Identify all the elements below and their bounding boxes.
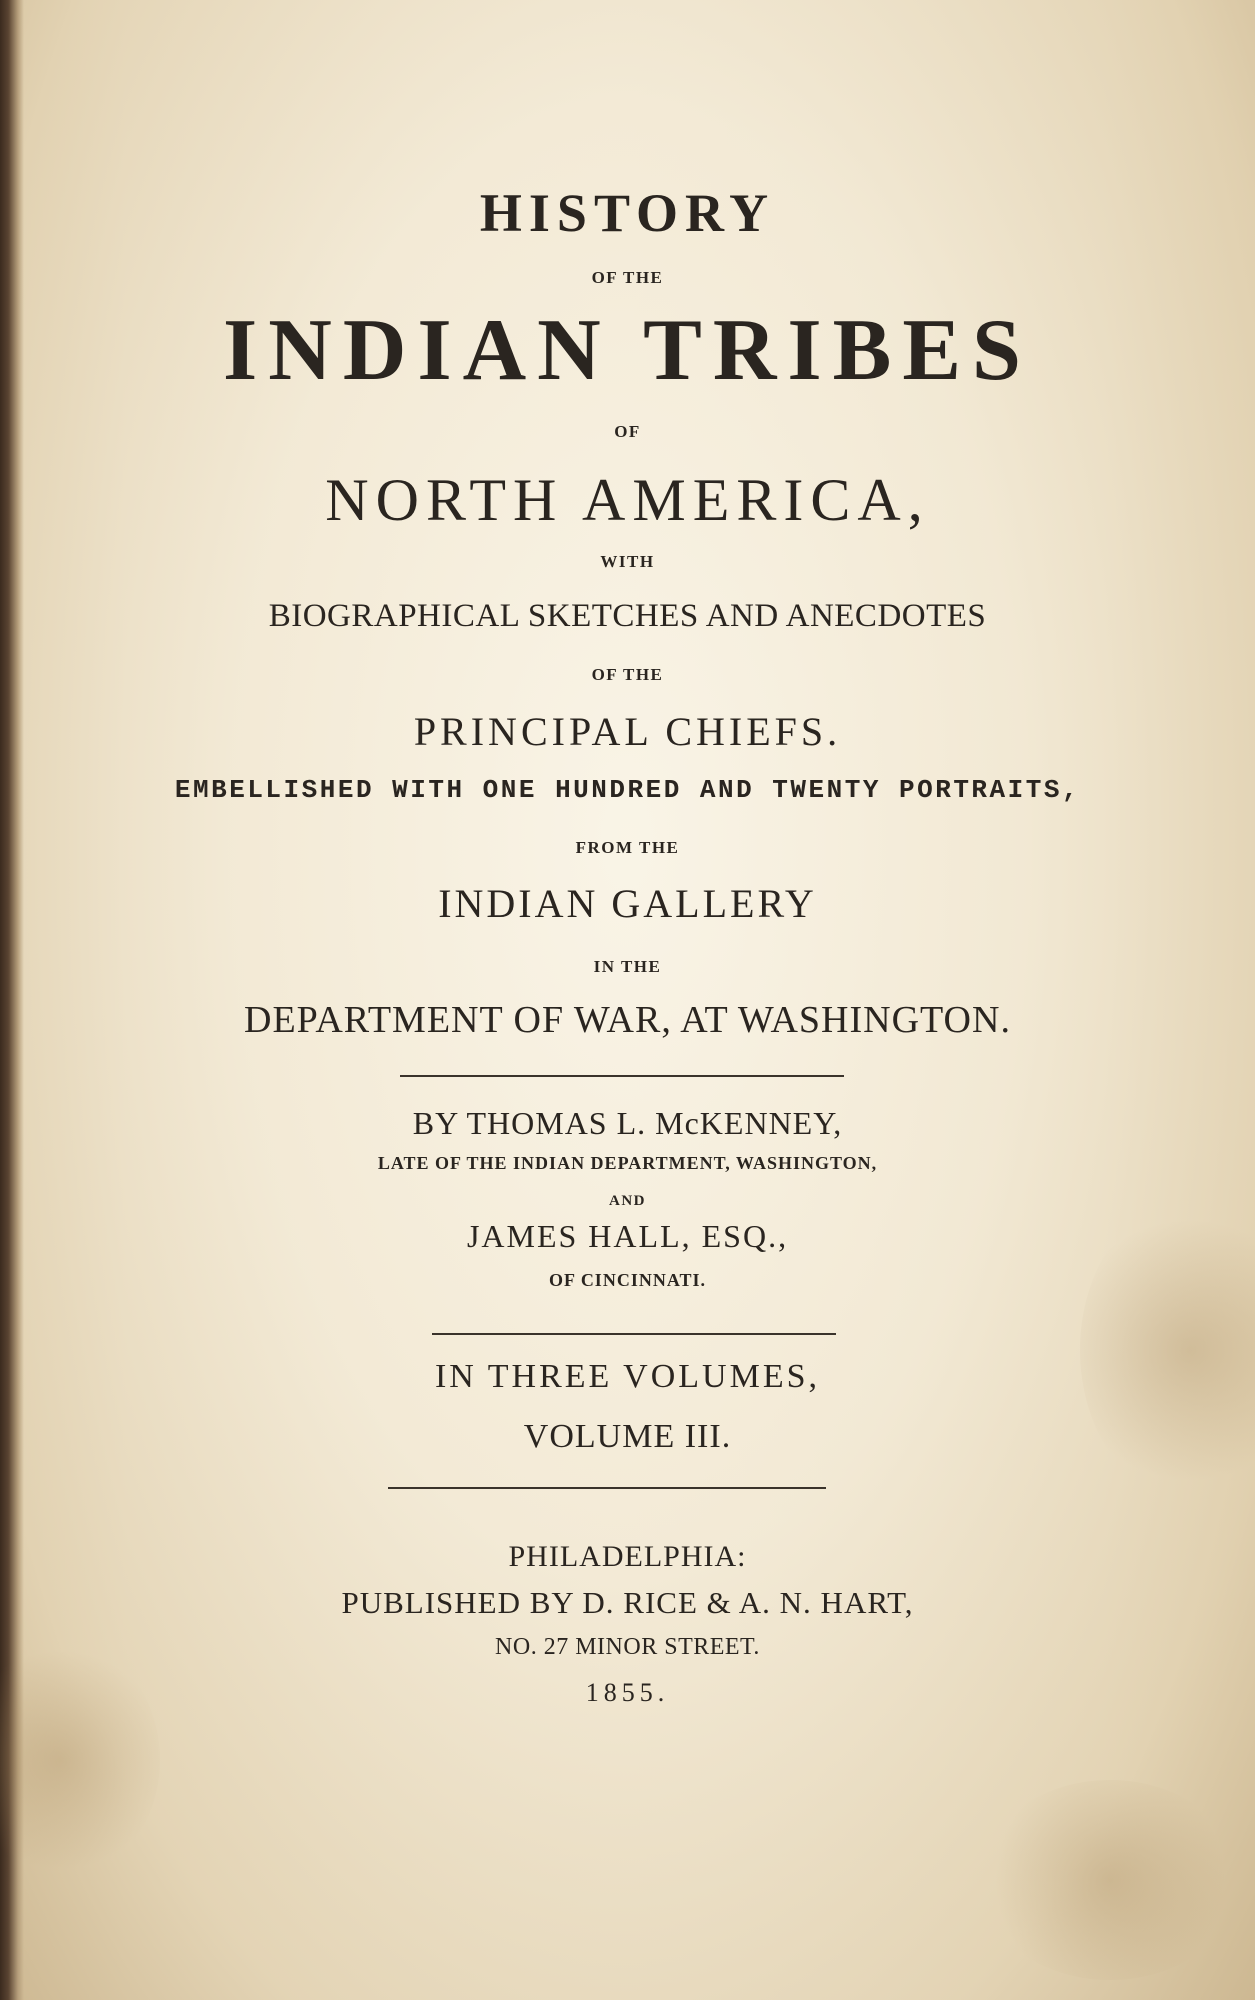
imprint-city: PHILADELPHIA: (508, 1540, 747, 1573)
connector-with: WITH (600, 552, 655, 571)
author-mckenney: BY THOMAS L. McKENNEY, (412, 1105, 843, 1141)
connector-and: AND (609, 1193, 646, 1209)
in-three-volumes: IN THREE VOLUMES, (434, 1358, 821, 1395)
embellished-line: EMBELLISHED WITH ONE HUNDRED AND TWENTY PORTRAITS, (174, 775, 1081, 805)
title-indian-tribes: INDIAN TRIBES (223, 302, 1032, 399)
connector-from-the: FROM THE (575, 838, 680, 857)
author-mckenney-role: LATE OF THE INDIAN DEPARTMENT, WASHINGTON, (377, 1153, 878, 1173)
author-hall: JAMES HALL, ESQ., (466, 1218, 789, 1254)
paper-stain (980, 1780, 1240, 1980)
divider-rule (388, 1487, 826, 1489)
connector-of: OF (614, 422, 641, 441)
author-hall-place: OF CINCINNATI. (548, 1270, 706, 1290)
connector-in-the: IN THE (593, 957, 662, 976)
divider-rule (400, 1075, 844, 1077)
imprint-year: 1855. (585, 1678, 670, 1707)
connector-of-the: OF THE (591, 268, 664, 287)
volume-number: VOLUME III. (523, 1418, 732, 1455)
connector-of-the-2: OF THE (591, 665, 664, 684)
imprint-address: NO. 27 MINOR STREET. (495, 1634, 760, 1660)
title-north-america: NORTH AMERICA, (325, 467, 930, 533)
subtitle-biographical-sketches: BIOGRAPHICAL SKETCHES AND ANECDOTES (268, 598, 987, 634)
imprint-publisher: PUBLISHED BY D. RICE & A. N. HART, (341, 1585, 914, 1620)
divider-rule (432, 1333, 836, 1335)
department-of-war: DEPARTMENT OF WAR, AT WASHINGTON. (244, 999, 1011, 1041)
indian-gallery: INDIAN GALLERY (438, 881, 817, 926)
subtitle-principal-chiefs: PRINCIPAL CHIEFS. (413, 709, 842, 754)
paper-stain (0, 1640, 160, 1880)
title-history: HISTORY (479, 183, 776, 243)
